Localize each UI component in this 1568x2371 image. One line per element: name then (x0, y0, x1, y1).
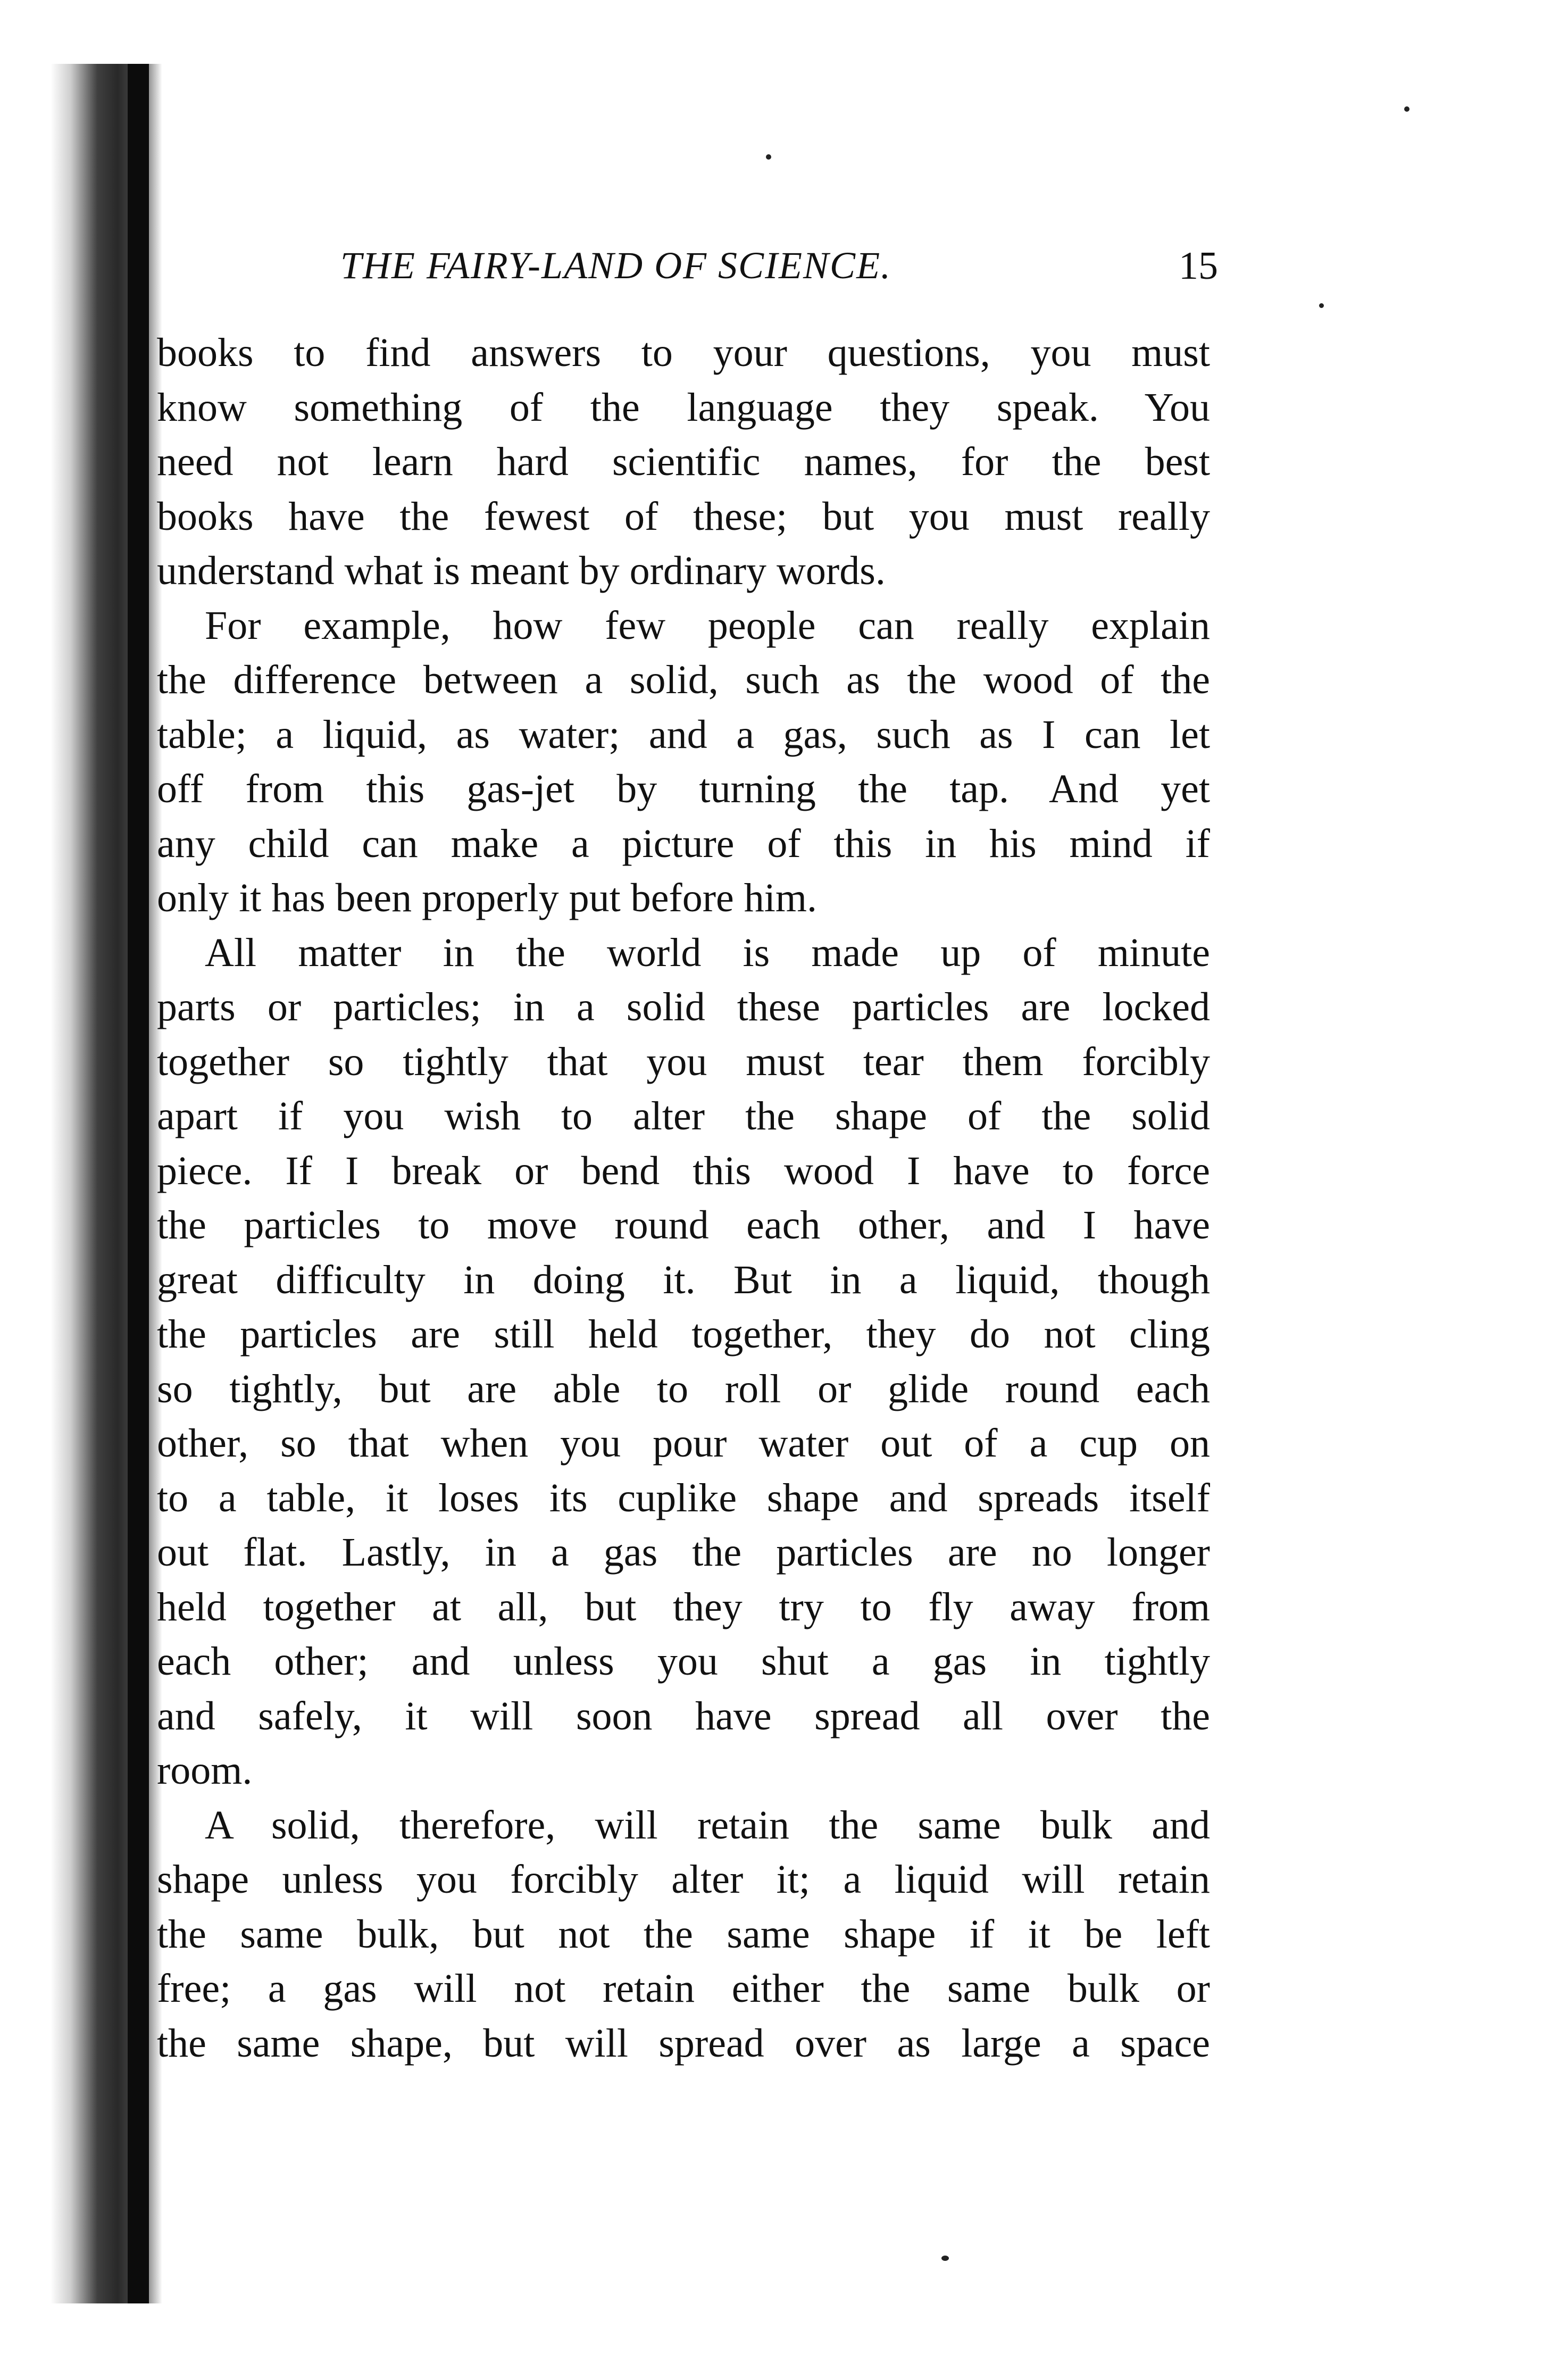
text-line: understand what is meant by ordinary words. (157, 548, 886, 593)
ink-speck (1404, 106, 1409, 112)
ink-speck (941, 2256, 949, 2261)
text-line: held together at all, but they try to fly away from (157, 1584, 1210, 1629)
ink-speck (1319, 303, 1324, 308)
text-line: parts or particles; in a solid these particles are locked (157, 985, 1210, 1029)
ink-speck (766, 154, 771, 160)
text-line: table; a liquid, as water; and a gas, such as I can let (157, 712, 1210, 757)
text-line: A solid, therefore, will retain the same bulk and (205, 1802, 1210, 1848)
text-line: All matter in the world is made up of minute (205, 930, 1210, 975)
running-title: THE FAIRY-LAND OF SCIENCE. (340, 244, 892, 287)
binding-edge (128, 64, 149, 2303)
text-line: For example, how few people can really explain (205, 603, 1210, 648)
text-line: other, so that when you pour water out of a cup on (157, 1421, 1210, 1466)
text-line: apart if you wish to alter the shape of the solid (157, 1094, 1210, 1138)
text-line: any child can make a picture of this in his mind if (157, 821, 1210, 866)
text-line: free; a gas will not retain either the same bulk or (157, 1966, 1210, 2011)
text-line: and safely, it will soon have spread all over the (157, 1693, 1210, 1738)
text-line: books to find answers to your questions, you must (157, 330, 1210, 375)
paragraph (157, 1798, 1210, 2071)
text-line: the difference between a solid, such as the wood of the (157, 658, 1210, 702)
text-line: out flat. Lastly, in a gas the particles are no longer (157, 1530, 1210, 1575)
text-line: each other; and unless you shut a gas in tightly (157, 1639, 1210, 1684)
page-header (340, 244, 1218, 302)
text-line: so tightly, but are able to roll or glide round each (157, 1366, 1210, 1411)
text-line: piece. If I break or bend this wood I have to force (157, 1148, 1210, 1193)
text-line: the same shape, but will spread over as large a space (157, 2020, 1210, 2066)
text-line: the particles are still held together, they do not cling (157, 1312, 1210, 1357)
text-line: the same bulk, but not the same shape if it be left (157, 1911, 1210, 1957)
text-line: room. (157, 1748, 253, 1793)
text-line: the particles to move round each other, and I have (157, 1203, 1210, 1247)
text-line: to a table, it loses its cuplike shape and spreads itself (157, 1475, 1210, 1520)
text-line: together so tightly that you must tear them forcibly (157, 1039, 1210, 1084)
text-line: off from this gas-jet by turning the tap. And yet (157, 767, 1210, 811)
body-text (157, 326, 1210, 2070)
page-number: 15 (1179, 244, 1218, 288)
text-line: shape unless you forcibly alter it; a liquid will retain (157, 1857, 1210, 1902)
paragraph (157, 926, 1210, 1798)
text-line: need not learn hard scientific names, for the best (157, 439, 1210, 484)
paragraph (157, 598, 1210, 926)
text-line: books have the fewest of these; but you must really (157, 494, 1210, 539)
paragraph (157, 326, 1210, 598)
text-line: know something of the language they speak. You (157, 385, 1210, 430)
text-line: only it has been properly put before him. (157, 876, 818, 920)
text-line: great difficulty in doing it. But in a liquid, though (157, 1257, 1210, 1302)
